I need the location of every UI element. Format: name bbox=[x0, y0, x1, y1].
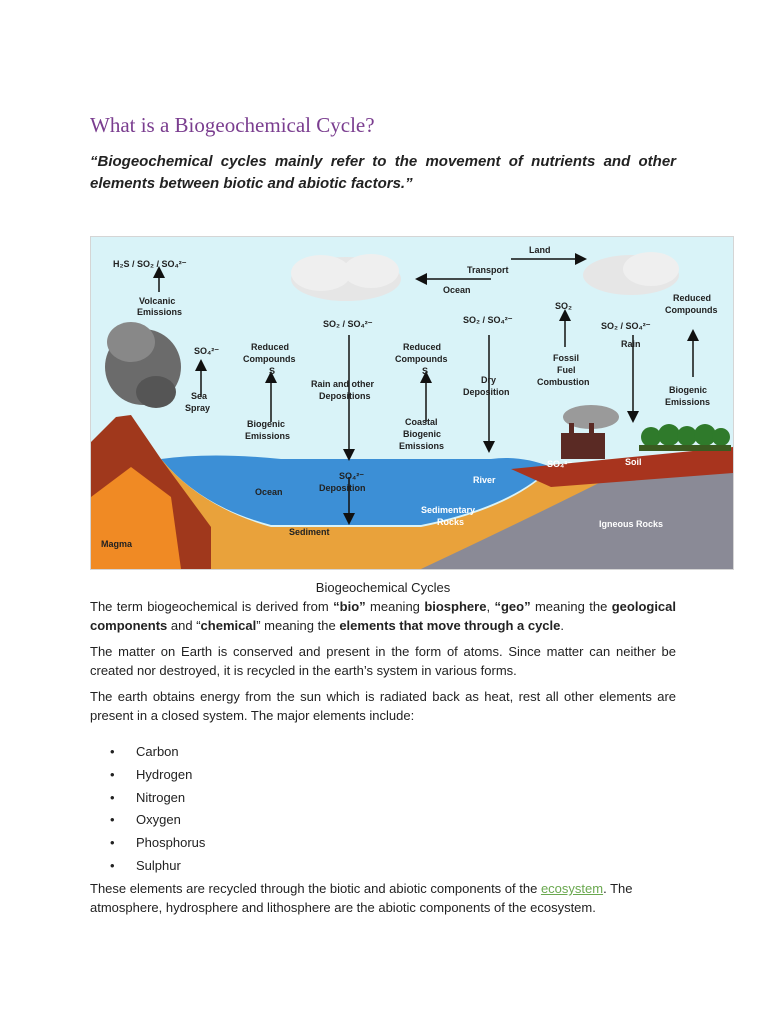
label-sed-rocks-a: Sedimentary bbox=[421, 505, 476, 515]
label-reduced1a: Reduced bbox=[251, 342, 290, 352]
label-so2so4-b: SO₂ / SO₄²⁻ bbox=[463, 315, 513, 325]
label-volcanic-emissions: Emissions bbox=[137, 307, 183, 317]
label-soil: Soil bbox=[625, 457, 642, 467]
label-rain: Rain bbox=[621, 339, 641, 349]
label-magma: Magma bbox=[101, 539, 133, 549]
label-so2-fossil: SO₂ bbox=[555, 301, 573, 311]
label-coastal-a: Coastal bbox=[405, 417, 438, 427]
label-biogenic-b: Emissions bbox=[245, 431, 291, 441]
paragraph-recycling: These elements are recycled through the biotic and abiotic components of the ecosystem. The atmosphere, hydrosphere and lithosphere are the abiotic components of the ecosystem. bbox=[90, 881, 633, 915]
paragraph-matter: The matter on Earth is conserved and present in the form of atoms. Since matter can neither be created nor destroyed, it is recycled in the earth’s system in various forms. bbox=[90, 644, 676, 678]
label-transport: Transport bbox=[467, 265, 509, 275]
label-coastal-c: Emissions bbox=[399, 441, 445, 451]
label-h2s: H₂S / SO₂ / SO₄²⁻ bbox=[113, 259, 187, 269]
biogeochemical-cycle-diagram bbox=[90, 236, 734, 570]
figure-caption: Biogeochemical Cycles bbox=[315, 580, 451, 595]
definition-quote: “Biogeochemical cycles mainly refer to the movement of nutrients and other elements between biotic and abiotic factors.” bbox=[90, 153, 676, 192]
list-item: • Carbon bbox=[110, 742, 205, 765]
page-title: What is a Biogeochemical Cycle? bbox=[90, 113, 375, 137]
label-reduced2a: Reduced bbox=[403, 342, 442, 352]
label-fossil: Fossil bbox=[553, 353, 580, 363]
list-item: • Sulphur bbox=[110, 856, 205, 879]
label-sed-rocks-b: Rocks bbox=[437, 517, 465, 527]
label-biogenic-a: Biogenic bbox=[247, 419, 286, 429]
label-reduced1c: S bbox=[269, 366, 276, 376]
list-item: • Hydrogen bbox=[110, 765, 205, 788]
label-sea: Sea bbox=[191, 391, 208, 401]
label-volcanic: Volcanic bbox=[139, 296, 176, 306]
label-fuel: Fuel bbox=[557, 365, 576, 375]
paragraph-energy: The earth obtains energy from the sun which is radiated back as heat, rest all other elements are present in a closed system. The major elements include: bbox=[90, 689, 676, 723]
label-dry: Dry bbox=[481, 375, 497, 385]
label-ocean-top: Ocean bbox=[443, 285, 471, 295]
label-ocean: Ocean bbox=[255, 487, 283, 497]
label-igneous: Igneous Rocks bbox=[599, 519, 664, 529]
label-so4-dep-a: SO₄²⁻ bbox=[339, 471, 365, 481]
elements-list bbox=[110, 742, 205, 879]
label-coastal-b: Biogenic bbox=[403, 429, 442, 439]
label-biogenic-right-b: Emissions bbox=[665, 397, 711, 407]
label-biogenic-right-a: Biogenic bbox=[669, 385, 708, 395]
label-combustion: Combustion bbox=[537, 377, 590, 387]
label-so4-spray: SO₄²⁻ bbox=[194, 346, 220, 356]
label-deposition: Deposition bbox=[463, 387, 510, 397]
label-spray: Spray bbox=[185, 403, 211, 413]
label-rain-dep-a: Rain and other bbox=[311, 379, 375, 389]
label-so4-soil: SO₄²⁻ bbox=[547, 459, 573, 469]
list-item: • Nitrogen bbox=[110, 788, 205, 811]
label-reduced2c: S bbox=[422, 366, 429, 376]
factory bbox=[561, 433, 605, 459]
label-reduced2b: Compounds bbox=[395, 354, 448, 364]
ecosystem-link[interactable]: ecosystem bbox=[540, 881, 604, 896]
list-item: • Phosphorus bbox=[110, 833, 205, 856]
label-reduced1b: Compounds bbox=[243, 354, 296, 364]
label-so2so4-a: SO₂ / SO₄²⁻ bbox=[323, 319, 373, 329]
label-river: River bbox=[473, 475, 496, 485]
label-sediment: Sediment bbox=[289, 527, 330, 537]
list-item: • Oxygen bbox=[110, 810, 205, 833]
label-reduced3a: Reduced bbox=[673, 293, 712, 303]
label-so2so4-c: SO₂ / SO₄²⁻ bbox=[601, 321, 651, 331]
label-so4-dep-b: Deposition bbox=[319, 483, 366, 493]
label-rain-dep-b: Depositions bbox=[319, 391, 371, 401]
label-land: Land bbox=[529, 245, 551, 255]
label-reduced3b: Compounds bbox=[665, 305, 718, 315]
paragraph-etymology: The term biogeochemical is derived from “bio” meaning biosphere, “geo” meaning the geological components and “chemical” meaning the elements that move through a cycle. bbox=[90, 599, 677, 633]
